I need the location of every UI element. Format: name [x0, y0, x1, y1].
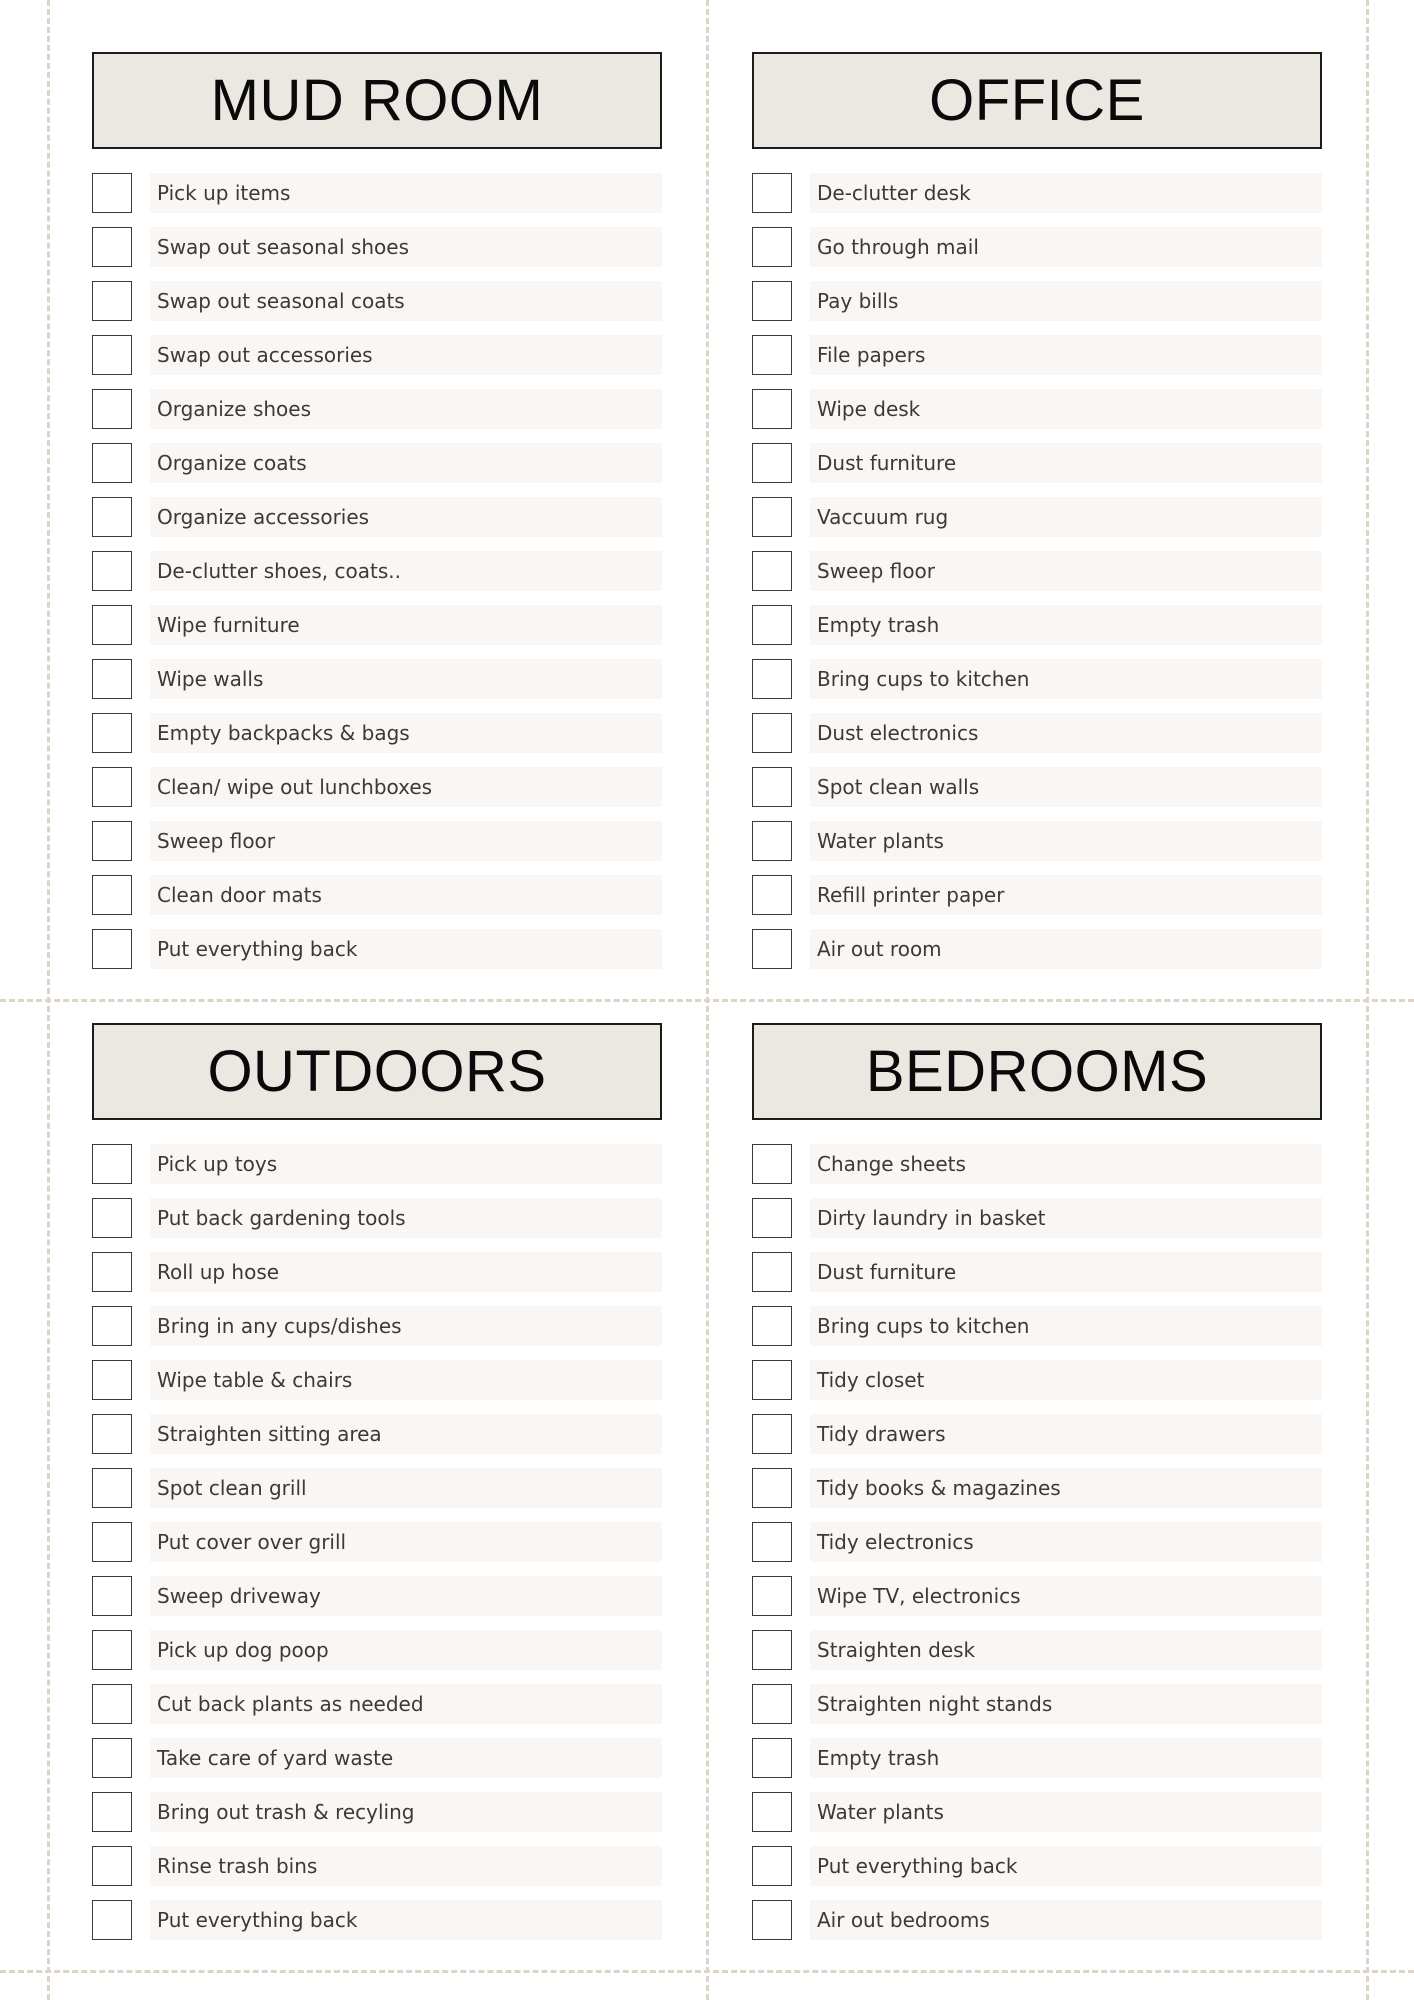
task-checkbox[interactable] — [752, 335, 792, 375]
task-checkbox[interactable] — [92, 497, 132, 537]
task-item — [92, 929, 662, 969]
task-label: Empty trash — [810, 1738, 1322, 1778]
task-checkbox[interactable] — [752, 1738, 792, 1778]
section-title: BEDROOMS — [752, 1023, 1322, 1120]
task-list — [92, 173, 662, 969]
task-item — [752, 1144, 1322, 1184]
task-label: Clean door mats — [150, 875, 662, 915]
task-checkbox[interactable] — [752, 1684, 792, 1724]
task-label: Put everything back — [810, 1846, 1322, 1886]
task-checkbox[interactable] — [752, 821, 792, 861]
task-label: Spot clean walls — [810, 767, 1322, 807]
task-item — [752, 929, 1322, 969]
section-outdoors — [92, 1023, 662, 1954]
task-item — [92, 1684, 662, 1724]
task-label: Change sheets — [810, 1144, 1322, 1184]
task-item — [92, 389, 662, 429]
task-checkbox[interactable] — [752, 1144, 792, 1184]
task-checkbox[interactable] — [752, 1792, 792, 1832]
task-label: Sweep driveway — [150, 1576, 662, 1616]
task-checkbox[interactable] — [752, 173, 792, 213]
task-checkbox[interactable] — [92, 767, 132, 807]
task-item — [752, 767, 1322, 807]
cut-line-horizontal-bottom — [0, 1970, 1414, 1973]
task-label: Bring cups to kitchen — [810, 1306, 1322, 1346]
task-label: Empty backpacks & bags — [150, 713, 662, 753]
task-item — [752, 713, 1322, 753]
task-label: De-clutter desk — [810, 173, 1322, 213]
task-item — [92, 659, 662, 699]
task-item — [92, 443, 662, 483]
task-checkbox[interactable] — [752, 1252, 792, 1292]
task-item — [92, 1900, 662, 1940]
task-label: Refill printer paper — [810, 875, 1322, 915]
task-label: De-clutter shoes, coats.. — [150, 551, 662, 591]
task-item — [752, 551, 1322, 591]
task-checkbox[interactable] — [752, 1360, 792, 1400]
task-item — [752, 1414, 1322, 1454]
task-item — [752, 443, 1322, 483]
task-item — [92, 1144, 662, 1184]
task-label: Air out bedrooms — [810, 1900, 1322, 1940]
task-label: Organize coats — [150, 443, 662, 483]
section-mud-room — [92, 52, 662, 983]
task-checkbox[interactable] — [752, 1522, 792, 1562]
task-label: Rinse trash bins — [150, 1846, 662, 1886]
task-label: Pick up dog poop — [150, 1630, 662, 1670]
task-checkbox[interactable] — [92, 281, 132, 321]
task-label: Water plants — [810, 821, 1322, 861]
section-title: OFFICE — [752, 52, 1322, 149]
task-label: Straighten sitting area — [150, 1414, 662, 1454]
task-checkbox[interactable] — [92, 1738, 132, 1778]
task-item — [752, 173, 1322, 213]
task-label: Tidy closet — [810, 1360, 1322, 1400]
task-item — [752, 1576, 1322, 1616]
task-checkbox[interactable] — [92, 1846, 132, 1886]
task-checkbox[interactable] — [752, 605, 792, 645]
task-checkbox[interactable] — [92, 335, 132, 375]
task-label: Roll up hose — [150, 1252, 662, 1292]
task-checkbox[interactable] — [752, 443, 792, 483]
task-label: Take care of yard waste — [150, 1738, 662, 1778]
task-checkbox[interactable] — [92, 929, 132, 969]
cut-line-horizontal-middle — [0, 999, 1414, 1002]
task-item — [752, 1468, 1322, 1508]
task-label: Wipe furniture — [150, 605, 662, 645]
task-label: Swap out accessories — [150, 335, 662, 375]
task-label: Spot clean grill — [150, 1468, 662, 1508]
task-label: Pick up toys — [150, 1144, 662, 1184]
task-label: Tidy electronics — [810, 1522, 1322, 1562]
task-list — [752, 1144, 1322, 1940]
task-checkbox[interactable] — [92, 443, 132, 483]
task-checkbox[interactable] — [752, 1900, 792, 1940]
task-label: Wipe walls — [150, 659, 662, 699]
task-label: Dirty laundry in basket — [810, 1198, 1322, 1238]
task-item — [92, 1414, 662, 1454]
task-label: Swap out seasonal coats — [150, 281, 662, 321]
task-item — [92, 497, 662, 537]
task-label: Organize shoes — [150, 389, 662, 429]
task-label: Go through mail — [810, 227, 1322, 267]
task-checkbox[interactable] — [752, 1576, 792, 1616]
task-checkbox[interactable] — [752, 713, 792, 753]
task-item — [92, 1630, 662, 1670]
task-checkbox[interactable] — [92, 1792, 132, 1832]
task-item — [92, 1738, 662, 1778]
task-label: Sweep floor — [810, 551, 1322, 591]
task-checkbox[interactable] — [92, 1144, 132, 1184]
task-label: Empty trash — [810, 605, 1322, 645]
task-item — [752, 281, 1322, 321]
task-item — [752, 1522, 1322, 1562]
task-list — [752, 173, 1322, 969]
task-item — [92, 227, 662, 267]
task-item — [92, 1468, 662, 1508]
task-checkbox[interactable] — [92, 605, 132, 645]
section-title: MUD ROOM — [92, 52, 662, 149]
task-label: Pick up items — [150, 173, 662, 213]
task-checkbox[interactable] — [92, 389, 132, 429]
task-item — [752, 1630, 1322, 1670]
task-checkbox[interactable] — [92, 713, 132, 753]
task-checkbox[interactable] — [92, 1900, 132, 1940]
task-label: Wipe desk — [810, 389, 1322, 429]
task-label: Swap out seasonal shoes — [150, 227, 662, 267]
task-item — [752, 659, 1322, 699]
task-item — [752, 875, 1322, 915]
task-checkbox[interactable] — [92, 227, 132, 267]
task-label: Straighten night stands — [810, 1684, 1322, 1724]
task-item — [92, 173, 662, 213]
task-label: Sweep floor — [150, 821, 662, 861]
task-label: Put cover over grill — [150, 1522, 662, 1562]
task-label: Bring cups to kitchen — [810, 659, 1322, 699]
task-label: Vaccuum rug — [810, 497, 1322, 537]
task-item — [752, 1198, 1322, 1238]
task-checkbox[interactable] — [752, 551, 792, 591]
task-label: Put everything back — [150, 1900, 662, 1940]
task-checkbox[interactable] — [92, 1576, 132, 1616]
task-checkbox[interactable] — [92, 1522, 132, 1562]
task-item — [92, 1522, 662, 1562]
task-label: Dust electronics — [810, 713, 1322, 753]
task-checkbox[interactable] — [92, 1630, 132, 1670]
task-item — [752, 1900, 1322, 1940]
task-label: Water plants — [810, 1792, 1322, 1832]
task-item — [752, 1360, 1322, 1400]
task-item — [752, 1684, 1322, 1724]
task-item — [92, 1198, 662, 1238]
task-item — [752, 1252, 1322, 1292]
task-item — [752, 821, 1322, 861]
task-label: Clean/ wipe out lunchboxes — [150, 767, 662, 807]
task-label: Wipe table & chairs — [150, 1360, 662, 1400]
task-checkbox[interactable] — [752, 1468, 792, 1508]
task-item — [752, 389, 1322, 429]
task-item — [752, 335, 1322, 375]
task-label: Tidy books & magazines — [810, 1468, 1322, 1508]
task-checkbox[interactable] — [752, 1198, 792, 1238]
task-item — [92, 1306, 662, 1346]
task-checkbox[interactable] — [752, 497, 792, 537]
task-item — [92, 551, 662, 591]
task-checkbox[interactable] — [92, 173, 132, 213]
task-item — [92, 713, 662, 753]
task-label: Dust furniture — [810, 443, 1322, 483]
task-label: File papers — [810, 335, 1322, 375]
task-label: Bring in any cups/dishes — [150, 1306, 662, 1346]
task-label: Air out room — [810, 929, 1322, 969]
task-label: Straighten desk — [810, 1630, 1322, 1670]
task-item — [92, 335, 662, 375]
task-item — [752, 227, 1322, 267]
task-item — [92, 1576, 662, 1616]
task-checkbox[interactable] — [92, 821, 132, 861]
section-title: OUTDOORS — [92, 1023, 662, 1120]
task-checkbox[interactable] — [752, 875, 792, 915]
task-checkbox[interactable] — [92, 1252, 132, 1292]
task-checkbox[interactable] — [752, 1630, 792, 1670]
task-label: Organize accessories — [150, 497, 662, 537]
task-item — [752, 1792, 1322, 1832]
task-item — [92, 767, 662, 807]
task-item — [92, 1360, 662, 1400]
task-label: Put everything back — [150, 929, 662, 969]
task-item — [92, 875, 662, 915]
task-item — [752, 1846, 1322, 1886]
task-label: Pay bills — [810, 281, 1322, 321]
section-office — [752, 52, 1322, 983]
task-checkbox[interactable] — [752, 1846, 792, 1886]
task-label: Tidy drawers — [810, 1414, 1322, 1454]
task-item — [92, 1252, 662, 1292]
task-checkbox[interactable] — [752, 767, 792, 807]
task-item — [92, 281, 662, 321]
task-checkbox[interactable] — [752, 1414, 792, 1454]
task-label: Bring out trash & recyling — [150, 1792, 662, 1832]
task-checkbox[interactable] — [752, 389, 792, 429]
task-checkbox[interactable] — [92, 1306, 132, 1346]
task-checkbox[interactable] — [752, 929, 792, 969]
task-checkbox[interactable] — [92, 1360, 132, 1400]
task-item — [92, 821, 662, 861]
task-checkbox[interactable] — [752, 227, 792, 267]
task-checkbox[interactable] — [752, 659, 792, 699]
task-checkbox[interactable] — [92, 1414, 132, 1454]
task-checkbox[interactable] — [92, 1468, 132, 1508]
task-checkbox[interactable] — [752, 1306, 792, 1346]
task-label: Dust furniture — [810, 1252, 1322, 1292]
task-item — [752, 497, 1322, 537]
task-label: Put back gardening tools — [150, 1198, 662, 1238]
task-label: Wipe TV, electronics — [810, 1576, 1322, 1616]
task-item — [752, 1738, 1322, 1778]
task-list — [92, 1144, 662, 1940]
task-checkbox[interactable] — [92, 551, 132, 591]
task-checkbox[interactable] — [92, 659, 132, 699]
task-item — [752, 1306, 1322, 1346]
task-item — [92, 1792, 662, 1832]
task-checkbox[interactable] — [92, 875, 132, 915]
task-item — [92, 605, 662, 645]
task-item — [92, 1846, 662, 1886]
section-bedrooms — [752, 1023, 1322, 1954]
task-checkbox[interactable] — [752, 281, 792, 321]
task-checkbox[interactable] — [92, 1198, 132, 1238]
task-item — [752, 605, 1322, 645]
task-label: Cut back plants as needed — [150, 1684, 662, 1724]
task-checkbox[interactable] — [92, 1684, 132, 1724]
